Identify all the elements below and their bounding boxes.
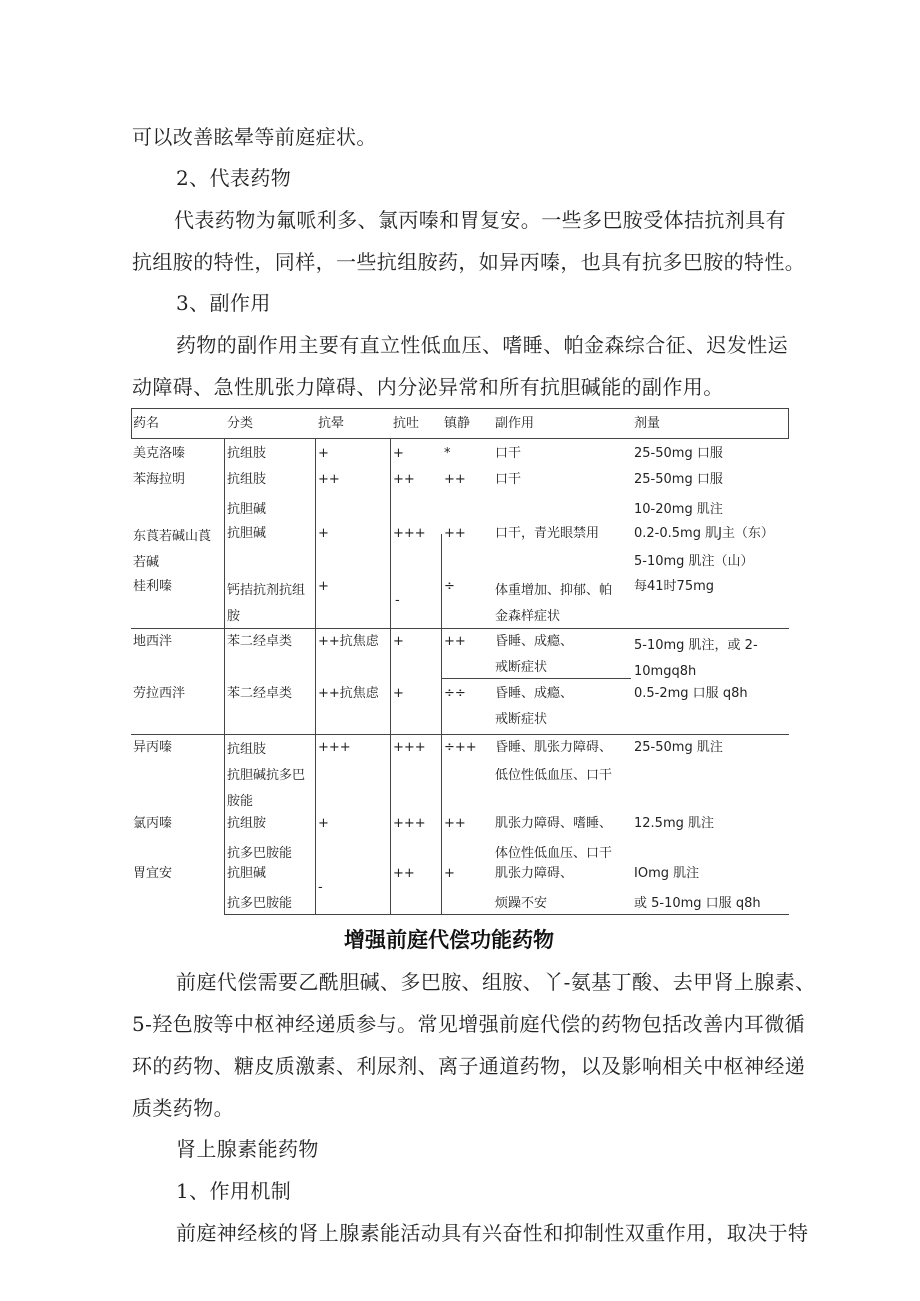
table-cell-side-effect: 体位性低血压、口干 [495,846,613,861]
table-header-name: 药名 [133,416,160,431]
table-cell-name: 胃宜安 [133,866,173,881]
section-title: 增强前庭代偿功能药物 [344,928,554,952]
table-cell-antiemetic: +++ [393,740,426,755]
table-cell-antiemetic: + [393,446,404,461]
table-cell-antiemetic: - [395,593,400,608]
table-cell-dose: 5-10mg 肌注，或 2- [634,638,758,653]
paragraph-text: 5-羟色胺等中枢神经递质参与。常见增强前庭代偿的药物包括改善内耳微循 [132,1012,806,1036]
table-cell-dose: 25-50mg 口服 [634,472,723,487]
table-cell-antivertigo: + [318,446,329,461]
table-col-rule [390,438,391,915]
table-cell-class: 抗多巴胺能 [227,846,293,861]
table-col-rule [441,534,442,915]
table-cell-class: 胺 [227,609,241,624]
table-cell-sedation: ++ [444,472,466,487]
table-cell-name: 美克洛嗪 [133,446,186,461]
table-group-rule [131,628,789,629]
table-cell-antiemetic: +++ [393,816,426,831]
table-cell-side-effect: 昏睡、成瘾、 [495,686,574,701]
table-row-rule [441,678,631,679]
table-cell-name: 劳拉西泮 [133,686,186,701]
table-header-antivertigo: 抗晕 [318,416,345,431]
table-cell-dose: 0.2-0.5mg 肌J主（东） [634,526,774,541]
table-header-rule [131,438,789,439]
table-cell-class: 抗组肢 [227,446,267,461]
table-cell-sedation: ++ [444,634,466,649]
table-cell-class: 苯二经卓类 [227,634,293,649]
table-cell-sedation: ++ [444,816,466,831]
table-cell-side-effect: 昏睡、肌张力障碍、 [495,740,613,755]
table-cell-dose: 10-20mg 肌注 [634,502,723,517]
table-cell-antivertigo: + [318,526,329,541]
drug-table [131,408,789,915]
table-border-top [131,408,789,409]
table-cell-side-effect: 昏睡、成瘾、 [495,634,574,649]
table-cell-side-effect: 肌张力障碍、嗜睡、 [495,816,613,831]
table-border-left [131,408,132,439]
table-cell-side-effect: 口干 [495,472,522,487]
table-cell-antivertigo: ++抗焦虑 [318,686,379,701]
table-cell-name: 异丙嗪 [133,740,173,755]
table-col-rule [315,438,316,915]
table-border-right [788,408,789,439]
table-header-antiemetic: 抗吐 [393,416,420,431]
paragraph-text: 前庭神经核的肾上腺素能活动具有兴奋性和抑制性双重作用，取决于特 [176,1221,809,1245]
table-header-side-effects: 副作用 [495,416,535,431]
table-cell-sedation: ÷÷ [444,686,466,701]
subheading-adrenergic-drugs: 肾上腺素能药物 [176,1137,319,1161]
table-cell-dose: 0.5-2mg 口服 q8h [634,686,748,701]
table-cell-antiemetic: +++ [393,526,426,541]
table-cell-sedation: * [444,446,451,461]
table-cell-antiemetic: ++ [393,866,415,881]
table-cell-antivertigo: +++ [318,740,351,755]
table-cell-side-effect: 金森样症状 [495,609,561,624]
table-cell-class: 抗多巴胺能 [227,896,293,911]
table-cell-class: 抗组肢 [227,742,267,757]
paragraph-text: 前庭代偿需要乙酰胆碱、多巴胺、组胺、丫-氨基丁酸、去甲肾上腺素、 [176,970,816,994]
table-cell-antivertigo: + [318,816,329,831]
paragraph-text: 环的药物、糖皮质激素、利尿剂、离子通道药物，以及影响相关中枢神经递 [132,1054,806,1078]
table-cell-dose: 或 5-10mg 口服 q8h [634,896,761,911]
table-cell-antiemetic: ++ [393,472,415,487]
paragraph-text: 代表药物为氟哌利多、氯丙嗪和胃复安。一些多巴胺受体拮抗剂具有 [174,208,786,232]
table-cell-antivertigo: + [318,579,329,594]
table-cell-class: 抗组肢 [227,472,267,487]
table-cell-side-effect: 烦躁不安 [495,896,548,911]
table-cell-class: 抗胆碱抗多巴 [227,768,306,783]
paragraph-text: 可以改善眩晕等前庭症状。 [132,125,377,149]
table-cell-side-effect: 戒断症状 [495,712,548,727]
table-cell-name: 地西泮 [133,634,173,649]
table-cell-name: 若碱 [133,555,160,570]
paragraph-text: 药物的副作用主要有直立性低血压、嗜睡、帕金森综合征、迟发性运 [176,333,788,357]
table-cell-name: 东莨若碱山莨 [133,529,212,544]
subheading-side-effects: 3、副作用 [176,291,271,315]
table-cell-dose: 25-50mg 肌注 [634,740,723,755]
table-cell-side-effect: 口干，青光眼禁用 [495,526,600,541]
table-cell-antivertigo: ++ [318,472,340,487]
table-cell-class: 钙拮抗剂抗组 [227,583,306,598]
table-cell-side-effect: 低位性低血压、口干 [495,768,613,783]
paragraph-text: 动障碍、急性肌张力障碍、内分泌异常和所有抗胆碱能的副作用。 [132,375,724,399]
table-cell-class: 苯二经卓类 [227,686,293,701]
table-cell-sedation: ÷++ [444,740,477,755]
table-cell-dose: 每41时75mg [634,579,714,594]
table-cell-dose: 12.5mg 肌注 [634,816,714,831]
table-col-rule [224,438,225,915]
table-header-sedation: 镇静 [444,416,471,431]
table-group-rule [131,734,789,735]
table-cell-class: 胺能 [227,794,254,809]
table-cell-name: 桂利嗪 [133,579,173,594]
table-cell-class: 抗胆碱 [227,526,267,541]
table-cell-side-effect: 口干 [495,446,522,461]
table-cell-sedation: ++ [444,526,466,541]
table-cell-name: 苯海拉明 [133,472,186,487]
subheading-mechanism: 1、作用机制 [176,1179,292,1203]
table-cell-dose: 5-10mg 肌注（山） [634,554,754,569]
table-cell-class: 抗组胺 [227,816,267,831]
table-cell-name: 氯丙嗪 [133,816,173,831]
table-cell-antivertigo: - [318,880,323,895]
table-cell-dose: IOmg 肌注 [634,866,700,881]
table-cell-side-effect: 肌张力障碍、 [495,866,574,881]
table-cell-dose: 25-50mg 口服 [634,446,723,461]
table-cell-sedation: ÷ [444,579,455,594]
table-border-bottom [224,914,789,915]
table-cell-antiemetic: + [393,634,404,649]
paragraph-text: 抗组胺的特性，同样，一些抗组胺药，如异丙嗪，也具有抗多巴胺的特性。 [132,250,806,274]
table-cell-class: 抗胆碱 [227,866,267,881]
subheading-representative-drugs: 2、代表药物 [176,166,292,190]
table-cell-class: 抗胆碱 [227,502,267,517]
table-header-dose: 剂量 [634,416,661,431]
table-header-class: 分类 [227,416,254,431]
table-cell-sedation: + [444,866,455,881]
paragraph-text: 质类药物。 [132,1096,234,1120]
table-cell-side-effect: 体重增加、抑郁、帕 [495,583,613,598]
table-cell-antivertigo: ++抗焦虑 [318,634,379,649]
table-cell-side-effect: 戒断症状 [495,660,548,675]
table-cell-antiemetic: + [393,686,404,701]
table-cell-dose: 10mgq8h [634,664,697,679]
